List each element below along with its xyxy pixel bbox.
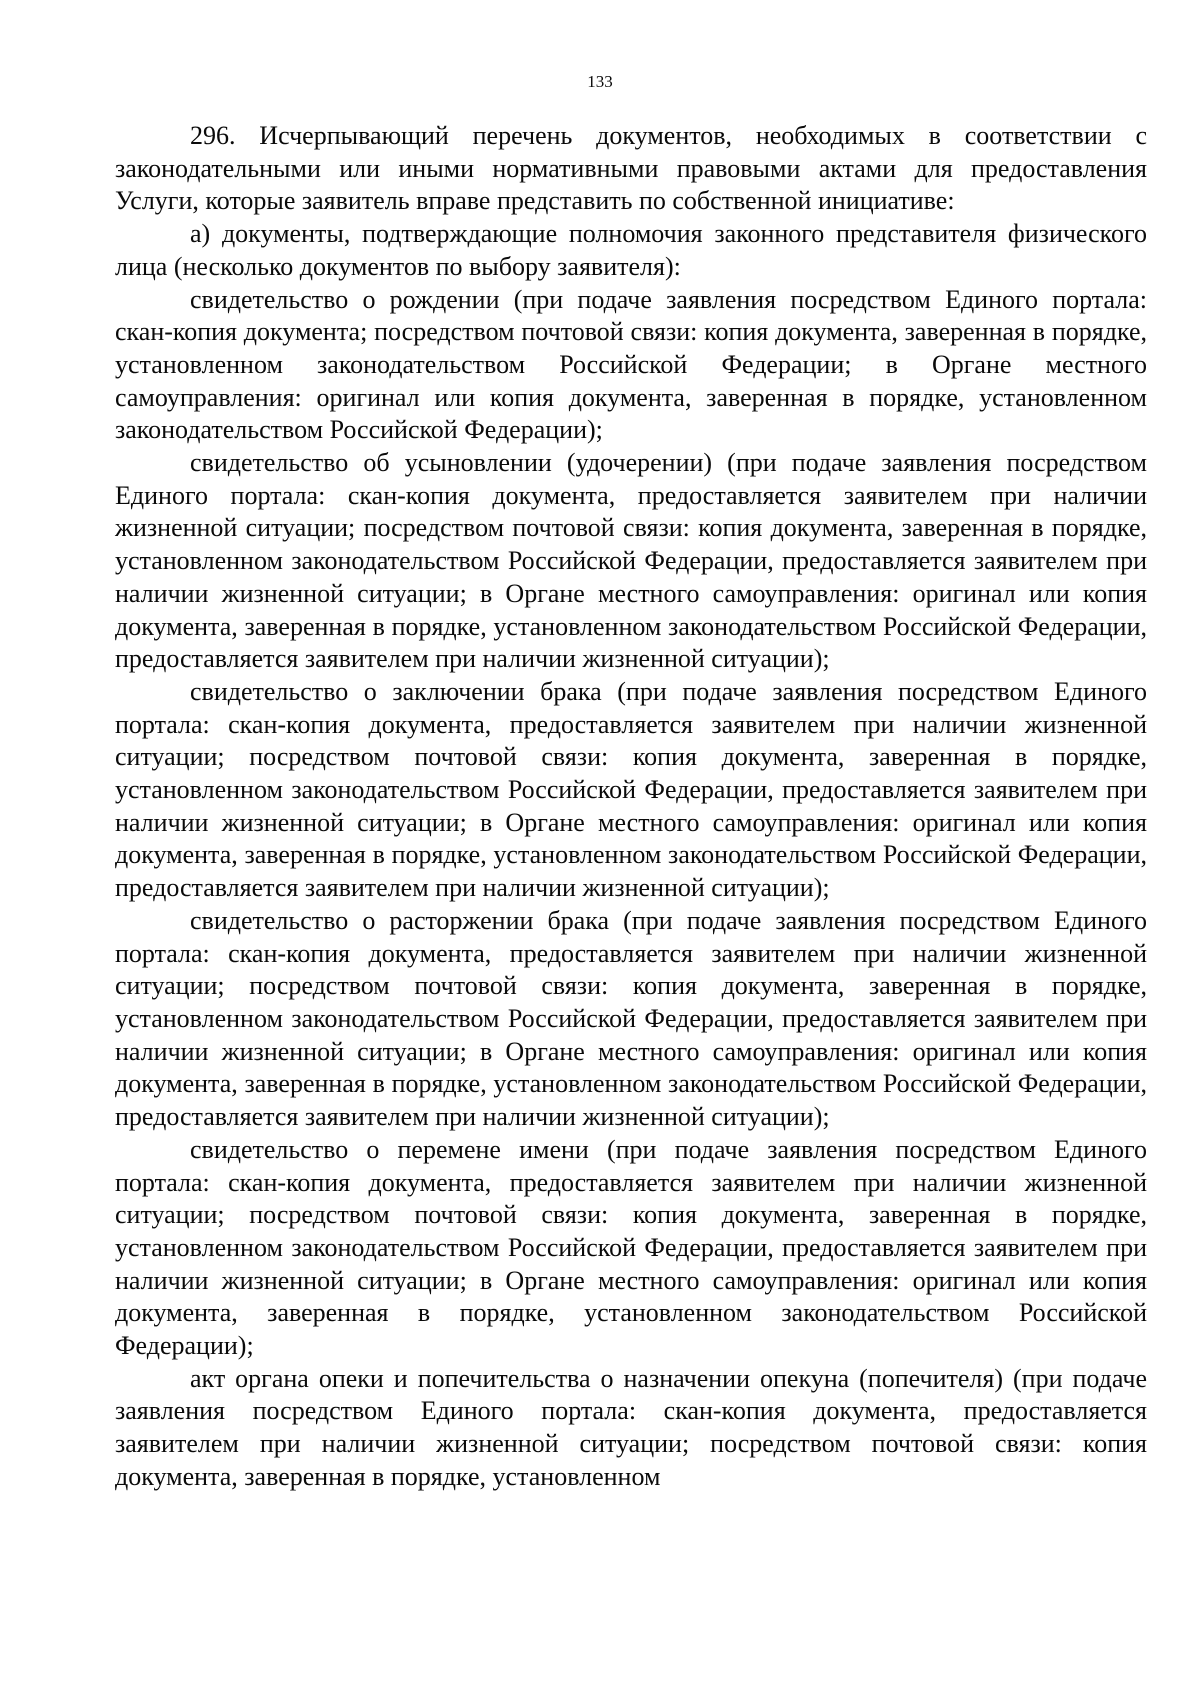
paragraph-name-change-certificate: свидетельство о перемене имени (при подаче заявления посредством Единого портала: скан-копия документа, предоставляется заявителем при наличии жизненной ситуации; посредством почтовой связи: копия документа, заверенная в порядке, установленном законодательством Российской Федерации, предоставляется заявителем при наличии жизненной ситуации; в Органе местного самоуправления: оригинал или копия документа, заверенная в порядке, установленном законодательством Российской Федерации); [115, 1134, 1147, 1361]
page-number: 133 [587, 72, 613, 91]
paragraph-adoption-certificate: свидетельство об усыновлении (удочерении) (при подаче заявления посредством Единого портала: скан-копия документа, предоставляется заявителем при наличии жизненной ситуации; посредством почтовой связи: копия документа, заверенная в порядке, установленном законодательством Российской Федерации, предоставляется заявителем при наличии жизненной ситуации; в Органе местного самоуправления: оригинал или копия документа, заверенная в порядке, установленном законодательством Российской Федерации, предоставляется заявителем при наличии жизненной ситуации); [115, 448, 1147, 674]
document-body [115, 120, 1147, 1494]
paragraph-guardianship-act: акт органа опеки и попечительства о назначении опекуна (попечителя) (при подаче заявления посредством Единого портала: скан-копия документа, предоставляется заявителем при наличии жизненной ситуации; посредством почтовой связи: копия документа, заверенная в порядке, установленном [115, 1363, 1147, 1491]
paragraph-296-intro: 296. Исчерпывающий перечень документов, необходимых в соответствии с законодательными или иными нормативными правовыми актами для предоставления Услуги, которые заявитель вправе представить по собственной инициативе: [115, 121, 1147, 216]
paragraph-birth-certificate: свидетельство о рождении (при подаче заявления посредством Единого портала: скан-копия документа; посредством почтовой связи: копия документа, заверенная в порядке, установленном законодательством Российской Федерации; в Органе местного самоуправления: оригинал или копия документа, заверенная в порядке, установленном законодательством Российской Федерации); [115, 284, 1147, 445]
paragraph-item-a: а) документы, подтверждающие полномочия законного представителя физического лица (несколько документов по выбору заявителя): [115, 219, 1147, 281]
paragraph-divorce-certificate: свидетельство о расторжении брака (при подаче заявления посредством Единого портала: скан-копия документа, предоставляется заявителем при наличии жизненной ситуации; посредством почтовой связи: копия документа, заверенная в порядке, установленном законодательством Российской Федерации, предоставляется заявителем при наличии жизненной ситуации; в Органе местного самоуправления: оригинал или копия документа, заверенная в порядке, установленном законодательством Российской Федерации, предоставляется заявителем при наличии жизненной ситуации); [115, 905, 1147, 1132]
paragraph-marriage-certificate: свидетельство о заключении брака (при подаче заявления посредством Единого портала: скан-копия документа, предоставляется заявителем при наличии жизненной ситуации; посредством почтовой связи: копия документа, заверенная в порядке, установленном законодательством Российской Федерации, предоставляется заявителем при наличии жизненной ситуации; в Органе местного самоуправления: оригинал или копия документа, заверенная в порядке, установленном законодательством Российской Федерации, предоставляется заявителем при наличии жизненной ситуации); [115, 676, 1147, 903]
